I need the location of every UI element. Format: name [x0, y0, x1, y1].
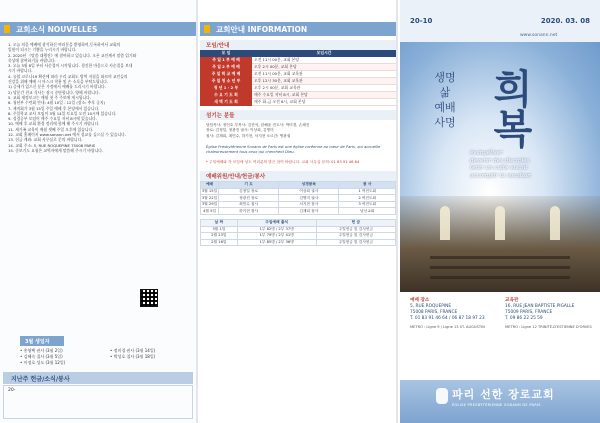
- address-left-line1: 5, RUE ROQUEPINE: [410, 304, 452, 309]
- staff-line: 장로: 김정일, 정광진 권사: 이상희, 김영미: [206, 128, 274, 133]
- cover-big-text: 희복: [493, 66, 533, 153]
- notice-item: 1. 오늘 처음 예배에 참석하신 여러분을 환영하며,등록하셔서 교회의: [8, 42, 121, 47]
- notice-item: 9. 성경공부 모임이 매주 수요일 저녁 8시에 있습니다.: [8, 116, 98, 122]
- table-row: [201, 188, 396, 195]
- rota-cell: 김영미 권사: [279, 195, 339, 202]
- rota-cell: 1 여전도회: [339, 188, 396, 195]
- motto-word: 예배: [434, 101, 456, 114]
- section-mark-icon: [4, 25, 10, 33]
- address-left-line2: 75008 PARIS, FRANCE: [410, 310, 458, 315]
- address-left-metro: METRO : Ligne 9 / Ligne 13 ST. AUGUSTIN: [410, 325, 485, 329]
- rota-col: 성경봉독: [279, 182, 339, 189]
- rota-table: [200, 181, 396, 215]
- notice-item: 3. 오늘 3월 8일 부터 사순절이 시작됩니다. 경건한 마음으로 사순절을 보내: [8, 63, 133, 69]
- stat-cell: 1부 79명 / 2부 41명: [237, 233, 316, 240]
- notice-item: 13. 헌금 계좌: 교회 사무실로 문의 바랍니다.: [8, 137, 83, 143]
- address-right-line1: 16, RUE JEAN BAPTISTE PIGALLE: [505, 304, 575, 309]
- table-row: [201, 208, 396, 215]
- news-header: [0, 22, 196, 36]
- window-icon: [440, 206, 450, 240]
- qr-code-icon: [140, 289, 158, 307]
- notice-item: 시기 바랍니다.: [8, 68, 33, 74]
- issue-number: 20-10: [410, 17, 433, 25]
- stat-cell: 2월 16일: [201, 239, 238, 246]
- fold-line: [196, 0, 198, 423]
- info-panel: [200, 0, 396, 423]
- issue-row: [410, 17, 590, 31]
- notice-item: 10. 예배 후 교회 환경 정리에 함께 해 주시기 바랍니다.: [8, 121, 100, 127]
- address-left: [410, 298, 504, 330]
- rota-col: 예배: [201, 182, 219, 189]
- rota-cell: 2 여전도회: [339, 195, 396, 202]
- worship-table: [200, 50, 396, 106]
- rota-cell: 김정일 장로: [219, 188, 279, 195]
- worship-name: 청 년 1 · 2 부: [200, 85, 252, 92]
- rota-cell: 이상희 권사: [279, 188, 339, 195]
- address-right-metro: METRO : Ligne 12 TRINITÉ-D'ESTIENNE D'ORVES: [505, 325, 592, 329]
- info-title: 교회안내 INFORMATION: [216, 25, 308, 34]
- stat-cell: 1부 82명 / 2부 37명: [237, 226, 316, 233]
- stat-cell: 주일헌금 및 감사헌금: [316, 239, 395, 246]
- stat-col: 날 짜: [201, 220, 238, 227]
- worship-col-name: 모 임: [200, 50, 252, 57]
- worship-row: [200, 92, 396, 99]
- issue-date: 2020. 03. 08: [540, 17, 590, 25]
- stat-cell: 3월 1일: [201, 226, 238, 233]
- french-motto: [470, 150, 590, 180]
- table-row: [201, 239, 396, 246]
- rota-cell: 김재희 집사: [279, 208, 339, 215]
- birthday-tag: 3월 생일자: [20, 336, 64, 346]
- address-right-name: 교육관: [505, 298, 519, 303]
- stat-cell: 1부 85명 / 2부 36명: [237, 239, 316, 246]
- motto-word: 사명: [434, 116, 456, 129]
- french-line: évangéliser: [470, 150, 503, 156]
- window-icon: [495, 206, 505, 240]
- rota-cell: 서지현 집사: [279, 201, 339, 208]
- staff-line: 집사: 김재희, 최민수, 하기현, 서지현 오르간: 영광권: [206, 133, 291, 138]
- birthday-item: • 김혜숙 집사 (3월 5일): [20, 354, 63, 359]
- address-left-name: 예배 장소: [410, 298, 430, 303]
- notice-item: 건강을 위해 예배 시 마스크 착용 및 손 소독을 부탁드립니다.: [8, 79, 109, 85]
- worship-time: 오전 11시 00분, 교회 본당: [252, 57, 396, 64]
- pew-row: [430, 266, 570, 269]
- motto-word: 삶: [439, 86, 451, 99]
- rota-cell: 정광진 장로: [219, 195, 279, 202]
- church-name-fr: ÉGLISE PRESBYTÉRIENNE SONANN DE PARIS: [452, 403, 541, 407]
- notice-item: 6. 청년부 수련회 안내: 4월 10일 - 12일 (장소: 추후 공지): [8, 100, 106, 106]
- notice-item: 11. 새가족 교육이 매월 셋째 주일 오후에 있습니다.: [8, 126, 94, 132]
- fold-line: [396, 0, 398, 423]
- worship-row: [200, 85, 396, 92]
- rota-col: 기 도: [219, 182, 279, 189]
- rota-col: 봉 사: [339, 182, 396, 189]
- rota-cell: 3월 15일: [201, 189, 218, 193]
- rota-cell: 최민수 집사: [219, 201, 279, 208]
- red-note: * 주일예배와 각 모임에 성도 여러분의 많은 참여 바랍니다. 교회 사무실 문의: 01 83 91 46 64: [206, 160, 360, 165]
- motto-words: [420, 70, 470, 130]
- table-row: [201, 195, 396, 202]
- notice-item: 12. 교회 홈페이지 www.sonann.net 에서 설교를 들으실 수 있습니다.: [8, 132, 127, 138]
- motto-word: 생명: [434, 71, 456, 84]
- offering-line: 20-: [8, 388, 16, 393]
- stat-cell: 주일헌금 및 감사헌금: [316, 233, 395, 240]
- section-mark-icon: [204, 25, 210, 33]
- offering-header: 지난주 헌금/소식/봉사: [3, 372, 193, 384]
- worship-name: 주 일 학 교 예 배: [200, 71, 252, 78]
- church-logo-icon: [436, 388, 448, 404]
- worship-name: 수 요 기 도 회: [200, 92, 252, 99]
- notice-item: 일원이 되시는 기쁨을 누리시기 바랍니다.: [8, 47, 77, 53]
- chapel-photo: [400, 196, 600, 292]
- worship-row: [200, 99, 396, 106]
- birthday-item: • 정미경 권사 (3월 14일): [110, 348, 156, 353]
- french-line: devenir des disciples: [470, 157, 530, 164]
- rota-cell: 3월 22일: [201, 195, 218, 200]
- notice-item: 2. 2020년 《말씀 대행진》에 참여하고 있습니다. 오픈 교인께서 말씀 읽기와: [8, 52, 137, 58]
- worship-row: [200, 64, 396, 71]
- pew-row: [430, 256, 570, 259]
- worship-time: 오전 11시 00분, 교회 교육관: [252, 71, 396, 78]
- worship-col-time: 모임시간: [252, 50, 396, 57]
- news-title: 교회소식 NOUVELLES: [16, 25, 98, 34]
- worship-name: 주 일 청 소 년 부: [200, 78, 252, 85]
- staff-head: 섬기는 분들: [200, 110, 396, 120]
- address-right-line2: 75009 PARIS, FRANCE: [505, 310, 553, 315]
- birthday-item: • 이정호 성도 (3월 12일): [20, 360, 66, 365]
- worship-time: 매주 화-금 오전 6시, 교회 본당: [252, 99, 396, 106]
- notice-item: 8. 주일학교 교사 모임이 3월 14일 토요일 오전 10시에 있습니다.: [8, 110, 117, 116]
- rota-cell: 3월 29일: [201, 202, 218, 207]
- staff-list: [200, 120, 396, 142]
- french-line: tenir un culte vivant: [470, 165, 528, 171]
- notice-item: 4. 유럽 코로나19 확산에 따라 우리 교회도 방역 지침을 따르며 교인들의: [8, 73, 128, 79]
- stat-cell: 주일헌금 및 감사헌금: [316, 226, 395, 233]
- address-right: [505, 298, 599, 330]
- stat-col: 주일예배 출석: [237, 220, 316, 227]
- worship-time: 오후 12시 30분, 교회 교육관: [252, 78, 396, 85]
- rota-cell: 하기현 집사: [219, 208, 279, 215]
- worship-time: 매주 수요일 저녁 8시, 교회 본당: [252, 92, 396, 99]
- notice-item: 14. 교회 주소: 5, RUE ROQUEPINE 75008 PARIS: [8, 142, 96, 148]
- birthday-item: • 박성호 집사 (3월 18일): [110, 354, 156, 359]
- church-name: 파리 선한 장로교회: [452, 388, 555, 401]
- staff-line: 담임목사: 정인호 부목사: 김현석, 한해윤 전도사: 박미경, 손혜진: [206, 123, 310, 128]
- attendance-table: [200, 219, 396, 246]
- worship-row: [200, 71, 396, 78]
- rota-head: 예배위원/안내/헌금/봉사: [200, 171, 396, 181]
- info-header: [200, 22, 396, 36]
- worship-head: 모임/안내: [200, 40, 396, 50]
- notice-item: 7. 제직회가 3월 15일 주일 예배 후 본당에서 있습니다.: [8, 105, 100, 111]
- worship-row: [200, 78, 396, 85]
- notice-list: [0, 36, 196, 153]
- worship-name: 주 일 2 부 예 배: [200, 64, 252, 71]
- about-text: Église Presbytérienne Sonann de Paris est une église coréenne au cœur de Paris, qui accueille chaleureusement tous ceux qui cherchent Dieu.: [206, 144, 381, 154]
- worship-name: 주 일 1 부 예 배: [200, 57, 252, 64]
- worship-row: [200, 57, 396, 64]
- window-icon: [550, 206, 560, 240]
- address-left-phone: T. 01 83 91 46 64 / 06 87 18 97 23: [410, 316, 485, 321]
- notice-item: 15. 중보기도 요청은 교역자에게 말씀해 주시기 바랍니다.: [8, 147, 104, 153]
- rota-cell: 3 여전도회: [339, 201, 396, 208]
- pew-row: [430, 276, 570, 279]
- notice-item: 2) 당분간 친교 식사는 잠시 중단합니다. 양해 바랍니다.: [8, 89, 100, 95]
- stat-cell: 2월 23일: [201, 233, 238, 240]
- address-right-phone: T. 09 86 22 25 59: [505, 316, 543, 321]
- rota-cell: 4월 5일: [201, 208, 219, 215]
- french-line: accomplir la vocation: [470, 172, 531, 179]
- notice-item: 5. 교회 재정보고는 매월 첫 주 주보에 게시됩니다.: [8, 94, 91, 100]
- offering-box: [3, 385, 193, 419]
- birthday-item: • 홍영택 권사 (3월 2일): [20, 348, 63, 353]
- notice-item: 1) 증세가 있으신 분은 가정에서 예배를 드리시기 바랍니다.: [8, 84, 106, 90]
- stat-col: 헌 금: [316, 220, 395, 227]
- worship-time: 오후 2시 00분, 교회 교육관: [252, 85, 396, 92]
- worship-name: 새 벽 기 도 회: [200, 99, 252, 106]
- notice-item: 묵상에 참여하기를 바랍니다.: [8, 57, 56, 63]
- rota-cell: 남선교회: [339, 208, 396, 215]
- website-link[interactable]: www.sonann.net: [520, 33, 558, 38]
- worship-time: 오후 2시 00분, 교회 본당: [252, 64, 396, 71]
- table-row: [201, 201, 396, 208]
